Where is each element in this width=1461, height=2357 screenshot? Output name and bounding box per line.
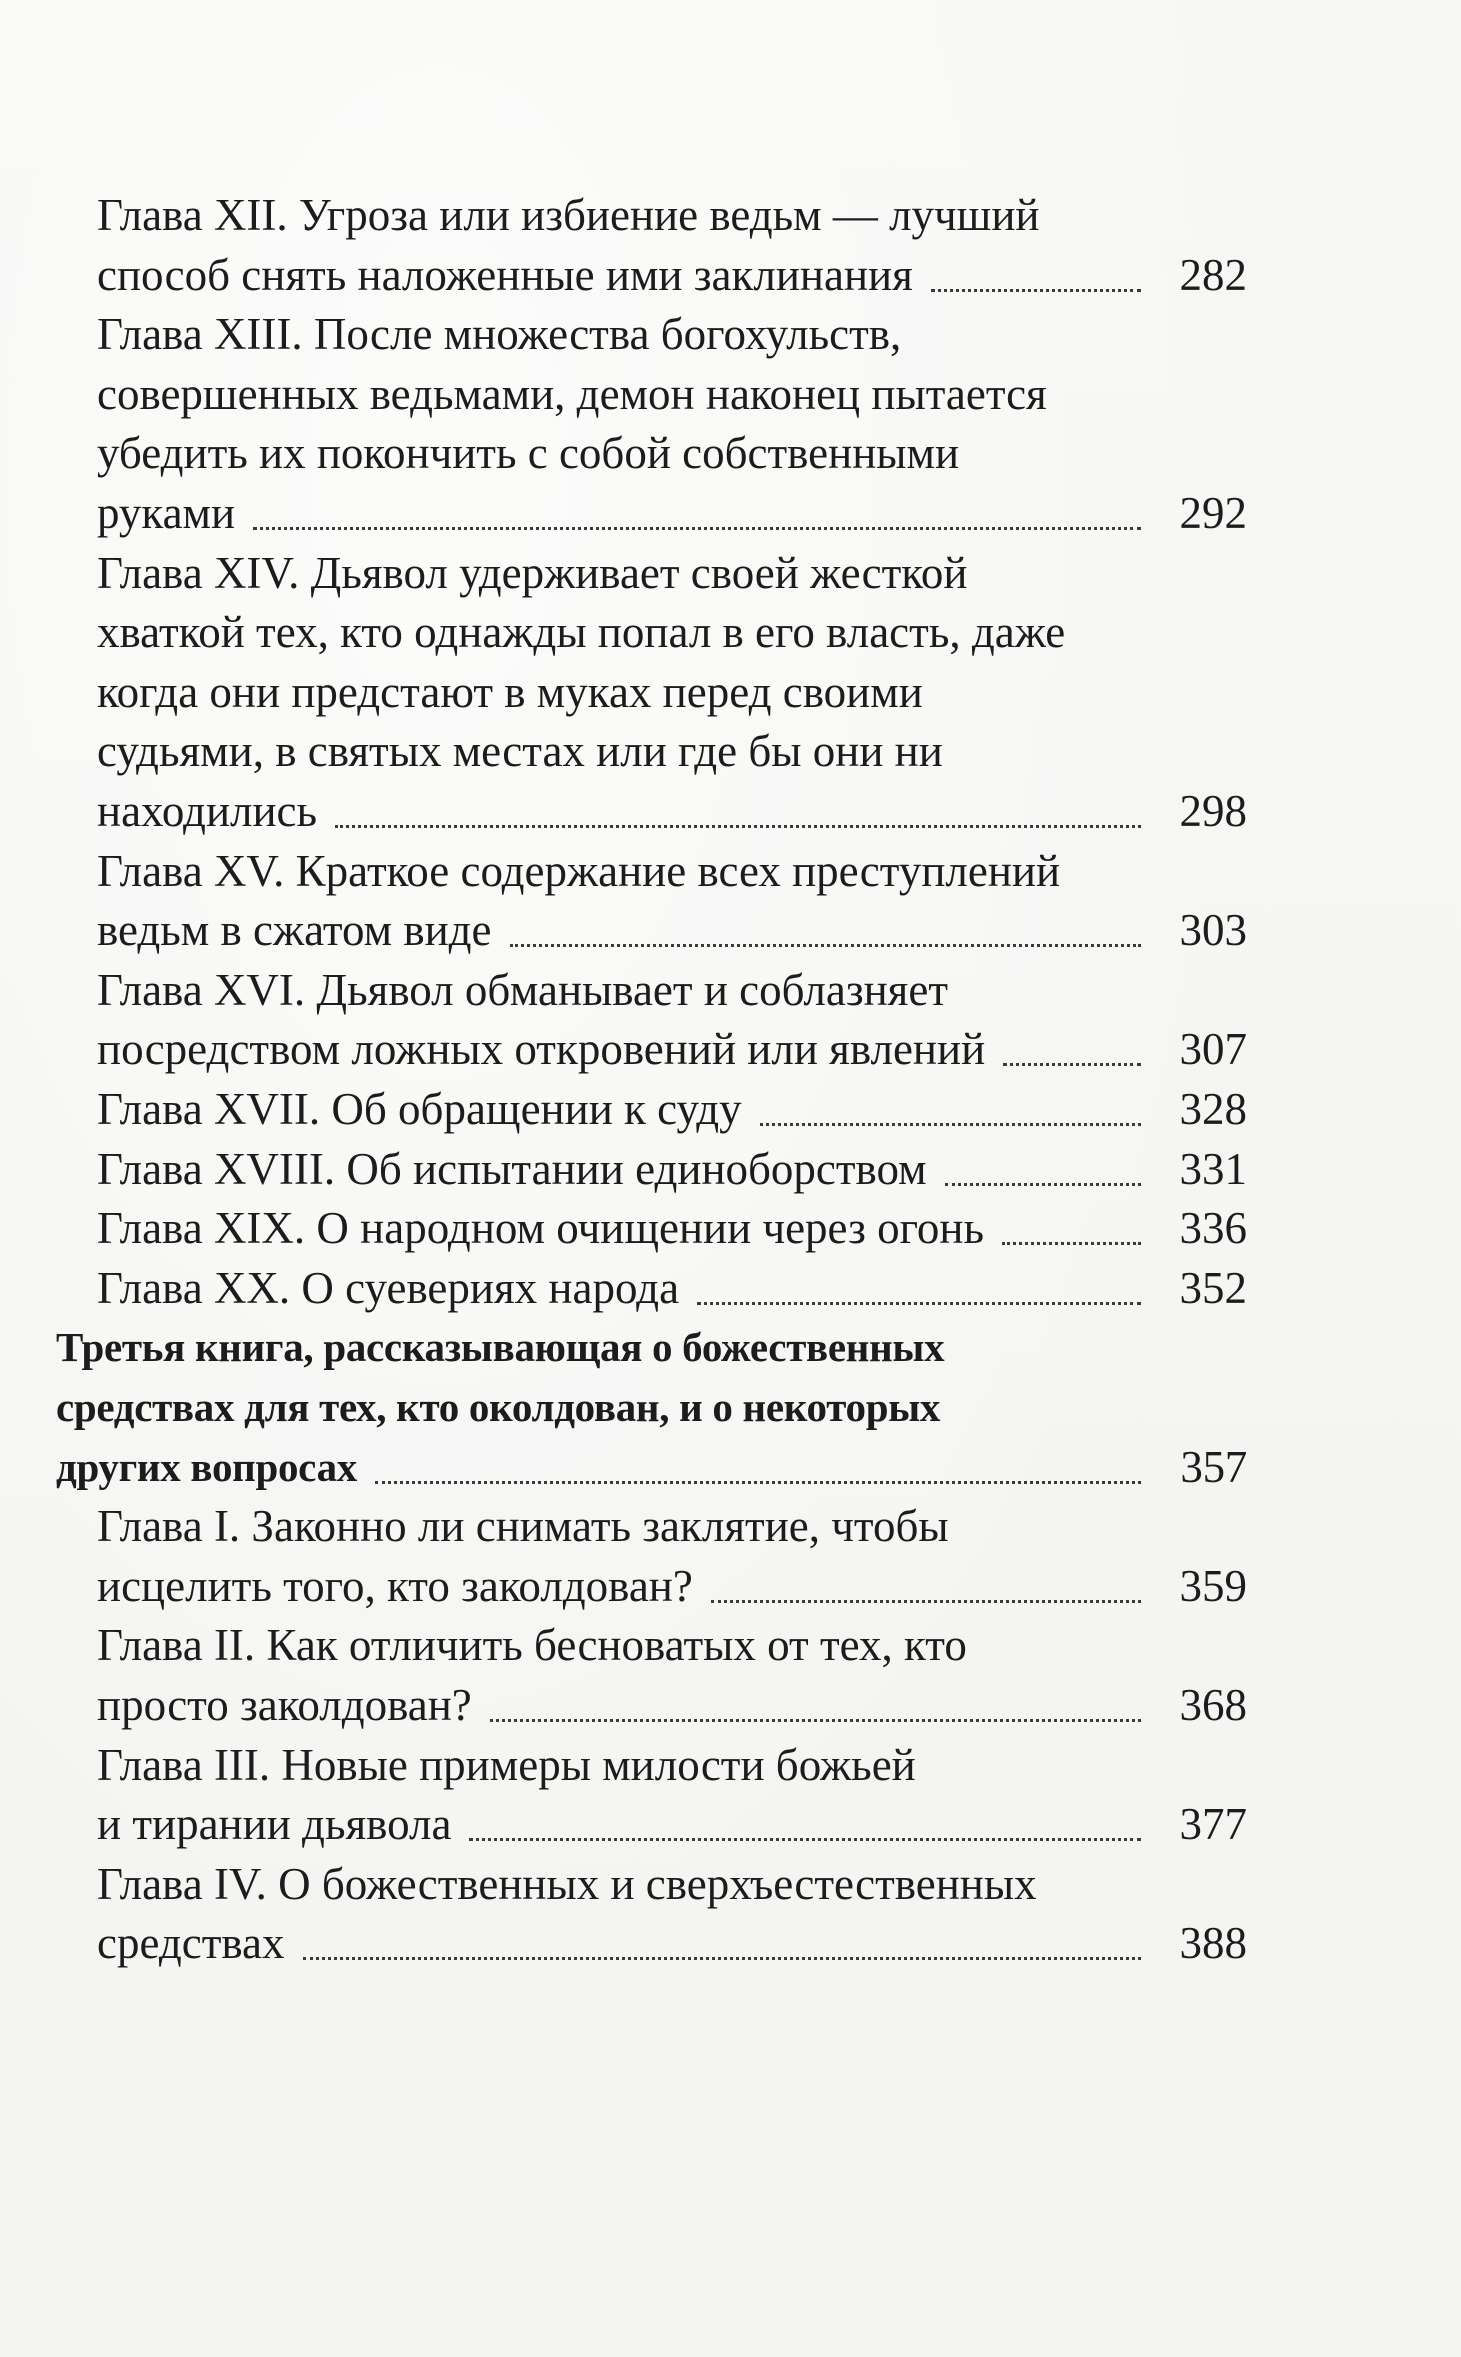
toc-entry-line [97,781,1247,841]
page-number: 352 [1179,1262,1247,1313]
dot-leader [1003,1019,1141,1066]
page-number: 292 [1179,488,1247,538]
page-number: 336 [1179,1203,1247,1254]
chapter-title-text: средствах [97,1918,285,1969]
toc-entry-line [97,245,1247,305]
chapter-title-text: Глава I. Законно ли снимать заклятие, чтобы [97,1501,949,1552]
toc-entry-line [97,1735,916,1795]
toc-entry-line [97,423,959,483]
page-number: 359 [1179,1560,1247,1611]
toc-entry-line [97,1139,1247,1199]
toc-entry-line [97,1019,1247,1079]
chapter-title-text: способ снять наложенные ими заклинания [97,249,913,300]
dot-leader [697,1258,1141,1305]
page-number: 377 [1179,1799,1247,1850]
chapter-title-text: просто заколдован? [97,1680,472,1730]
page-number: 298 [1179,786,1247,836]
page-number: 303 [1179,905,1247,956]
chapter-title-text: Глава XVIII. Об испытании единоборством [97,1143,927,1194]
chapter-title-text: находились [97,786,318,836]
dot-leader [760,1079,1141,1126]
chapter-title-text: исцелить того, кто заколдован? [97,1560,693,1611]
chapter-title-text: когда они предстают в муках перед своими [97,666,923,717]
chapter-title-text: убедить их покончить с собой собственными [97,428,960,479]
dot-leader [469,1794,1141,1841]
dot-leader [711,1556,1141,1603]
toc-entry-line [97,543,967,603]
chapter-title-text: ведьм в сжатом виде [97,905,492,956]
page-number: 388 [1179,1918,1247,1969]
dot-leader [1002,1198,1141,1245]
dot-leader [375,1437,1141,1484]
toc-section-line [56,1437,1247,1497]
toc-section-line [56,1377,940,1437]
chapter-title-text: Глава XII. Угроза или избиение ведьм — лучший [97,190,1040,240]
toc-entry-line [97,1496,949,1556]
chapter-title-text: Глава III. Новые примеры милости божьей [97,1739,916,1790]
toc-section-line [56,1317,944,1377]
toc-entry-line [97,960,948,1020]
dot-leader [931,245,1141,292]
toc-entry-line [97,1258,1247,1318]
toc-entry-line [97,1854,1037,1914]
section-title-text: Третья книга, рассказывающая о божественных [56,1324,945,1371]
chapter-title-text: руками [97,488,236,538]
toc-entry-line [97,185,1040,245]
toc-entry-line [97,900,1247,960]
page-number: 307 [1179,1024,1247,1075]
dot-leader [510,900,1141,947]
toc-entry-line [97,1794,1247,1854]
chapter-title-text: Глава XIII. После множества богохульств, [97,309,902,360]
chapter-title-text: Глава XVII. Об обращении к суду [97,1084,742,1134]
toc-entry-line [97,1675,1247,1735]
page-number: 328 [1179,1084,1247,1134]
page-number: 357 [1180,1441,1247,1492]
section-title-text: других вопросах [56,1443,357,1490]
page-number: 282 [1179,249,1247,300]
dot-leader [253,483,1141,530]
dot-leader [303,1913,1141,1960]
toc-entry-line [97,364,1047,424]
dot-leader [945,1139,1141,1186]
toc-entry-line [97,304,901,364]
section-title-text: средствах для тех, кто околдован, и о некоторых [56,1384,941,1430]
toc-entry-line [97,841,1060,901]
chapter-title-text: Глава XX. О суевериях народа [97,1262,680,1313]
chapter-title-text: и тирании дьявола [97,1799,452,1850]
page-number: 368 [1179,1680,1247,1730]
toc-entry-line [97,1198,1247,1258]
chapter-title-text: Глава XIV. Дьявол удерживает своей жесткой [97,547,968,598]
chapter-title-text: судьями, в святых местах или где бы они ни [97,726,943,777]
chapter-title-text: Глава XVI. Дьявол обманывает и соблазняет [97,964,949,1015]
toc-entry-line [97,1913,1247,1973]
chapter-title-text: Глава II. Как отличить бесноватых от тех, кто [97,1620,967,1671]
toc-entry-line [97,662,923,722]
toc-entry-line [97,483,1247,543]
chapter-title-text: совершенных ведьмами, демон наконец пытается [97,368,1047,419]
toc-entry-line [97,1556,1247,1616]
chapter-title-text: Глава XV. Краткое содержание всех преступлений [97,845,1061,896]
chapter-title-text: Глава XIX. О народном очищении через огонь [97,1203,985,1254]
chapter-title-text: Глава IV. О божественных и сверхъестественных [97,1858,1037,1909]
toc-entry-line [97,1615,967,1675]
chapter-title-text: посредством ложных откровений или явлений [97,1024,986,1075]
page-number: 331 [1179,1143,1247,1194]
toc-entry-line [97,602,1065,662]
toc-entry-line [97,1079,1247,1139]
chapter-title-text: хваткой тех, кто однажды попал в его власть, даже [97,607,1066,658]
dot-leader [335,781,1141,828]
dot-leader [490,1675,1141,1722]
toc-entry-line [97,721,943,781]
